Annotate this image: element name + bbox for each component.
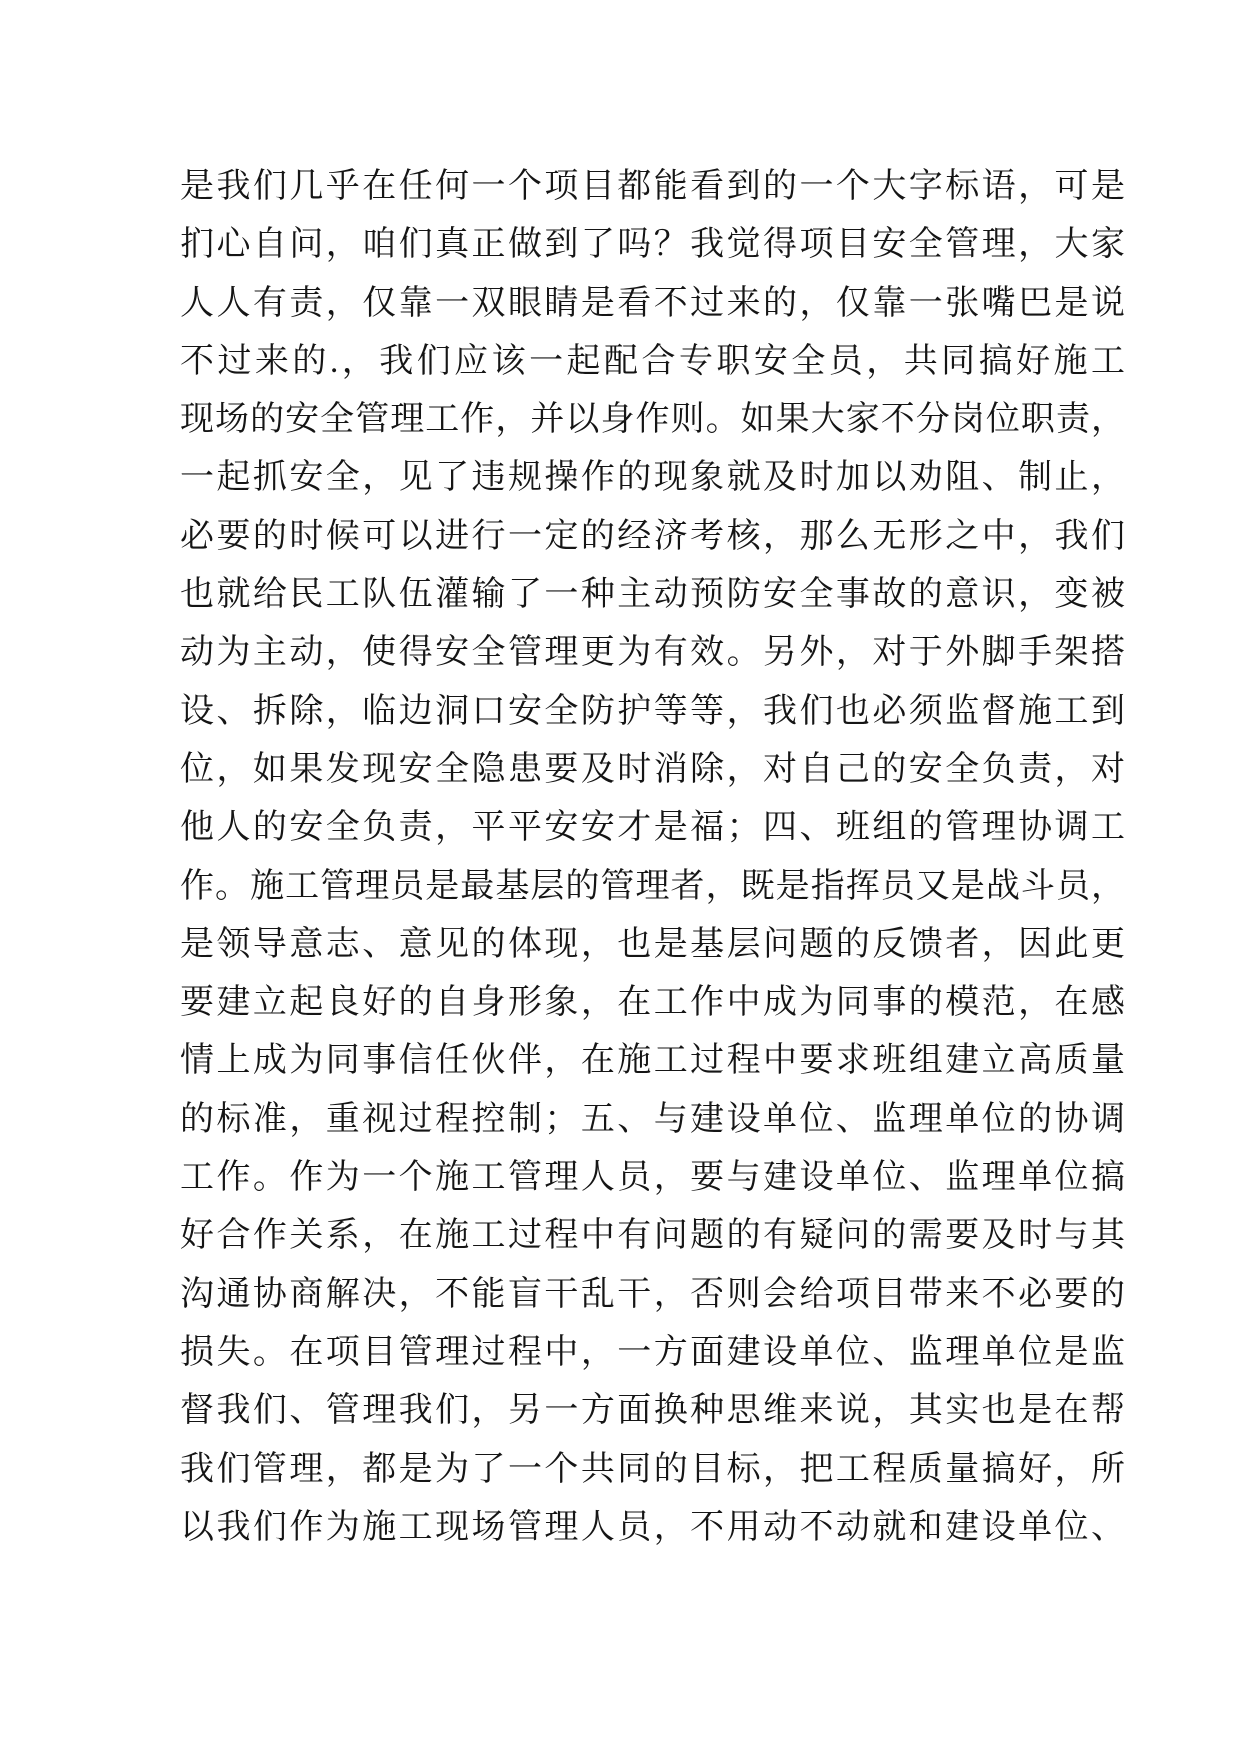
text-line: 督我们、管理我们，另一方面换种思维来说，其实也是在帮 (180, 1392, 1125, 1430)
text-line: 要建立起良好的自身形象，在工作中成为同事的模范，在感 (180, 984, 1125, 1022)
text-line: 现场的安全管理工作，并以身作则。如果大家不分岗位职责， (180, 401, 1125, 439)
text-line: 作。施工管理员是最基层的管理者，既是指挥员又是战斗员， (180, 867, 1125, 905)
text-line: 以我们作为施工现场管理人员，不用动不动就和建设单位、 (180, 1508, 1125, 1546)
text-line: 损失。在项目管理过程中，一方面建设单位、监理单位是监 (180, 1333, 1125, 1371)
text-line: 沟通协商解决，不能盲干乱干，否则会给项目带来不必要的 (180, 1275, 1125, 1313)
text-line: 好合作关系，在施工过程中有问题的有疑问的需要及时与其 (180, 1217, 1125, 1255)
text-line: 我们管理，都是为了一个共同的目标，把工程质量搞好，所 (180, 1450, 1125, 1488)
text-line: 必要的时候可以进行一定的经济考核，那么无形之中，我们 (180, 517, 1125, 555)
text-line: 工作。作为一个施工管理人员，要与建设单位、监理单位搞 (180, 1159, 1125, 1197)
text-line: 是我们几乎在任何一个项目都能看到的一个大字标语，可是 (180, 168, 1125, 205)
text-line: 情上成为同事信任伙伴，在施工过程中要求班组建立高质量 (180, 1042, 1125, 1080)
text-block (180, 158, 1125, 1557)
text-line: 的标准，重视过程控制；五、与建设单位、监理单位的协调 (180, 1100, 1125, 1138)
text-line: 一起抓安全，见了违规操作的现象就及时加以劝阻、制止， (180, 459, 1125, 497)
text-line: 设、拆除，临边洞口安全防护等等，我们也必须监督施工到 (180, 692, 1125, 730)
text-line: 位，如果发现安全隐患要及时消除，对自己的安全负责，对 (180, 750, 1125, 788)
text-line: 他人的安全负责，平平安安才是福；四、班组的管理协调工 (180, 809, 1125, 847)
text-line: 不过来的.，我们应该一起配合专职安全员，共同搞好施工 (180, 342, 1125, 380)
text-line: 人人有责，仅靠一双眼睛是看不过来的，仅靠一张嘴巴是说 (180, 284, 1125, 322)
text-line: 扪心自问，咱们真正做到了吗？我觉得项目安全管理，大家 (180, 226, 1125, 264)
text-line: 是领导意志、意见的体现，也是基层问题的反馈者，因此更 (180, 925, 1125, 963)
text-line: 也就给民工队伍灌输了一种主动预防安全事故的意识，变被 (180, 576, 1125, 614)
text-line: 动为主动，使得安全管理更为有效。另外，对于外脚手架搭 (180, 634, 1125, 672)
